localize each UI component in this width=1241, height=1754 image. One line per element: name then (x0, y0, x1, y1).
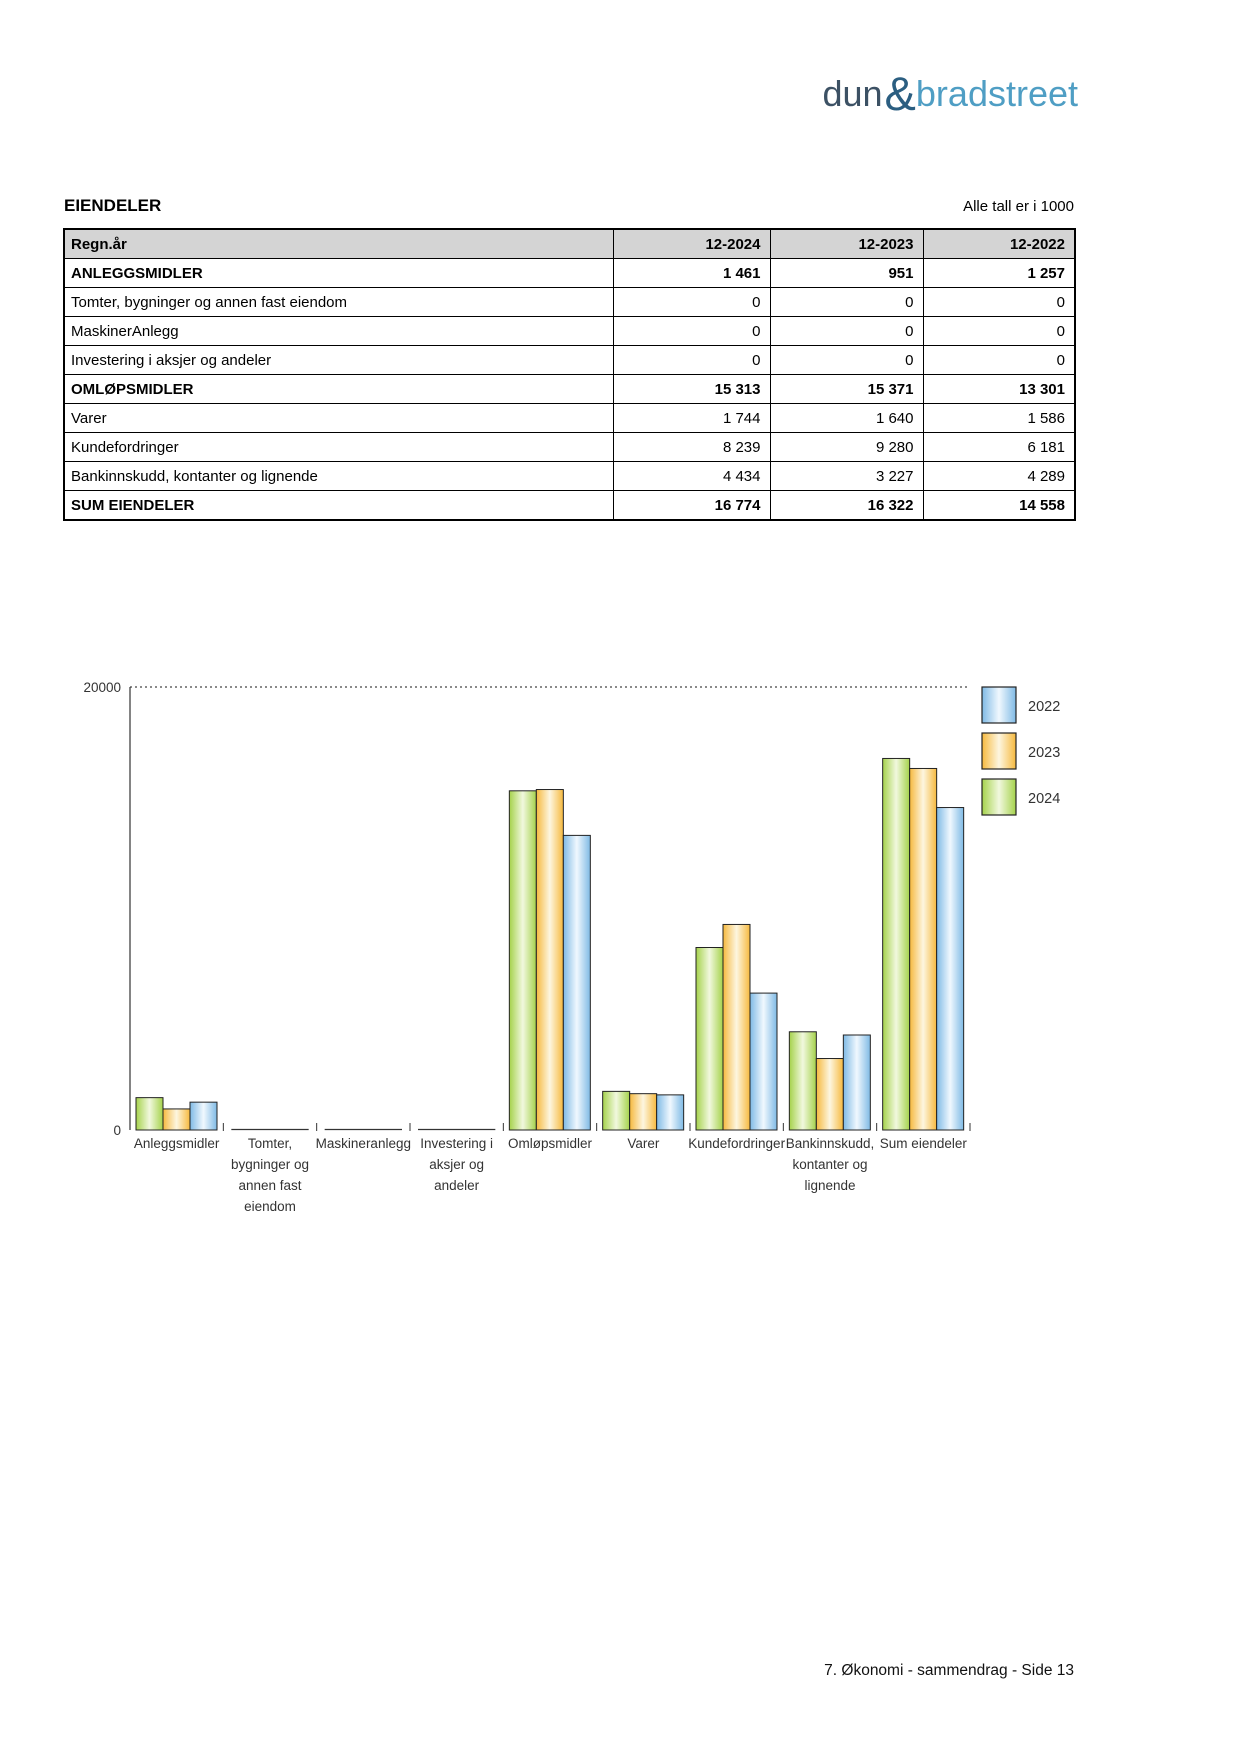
footer-text: 7. Økonomi - sammendrag - Side 13 (824, 1662, 1074, 1679)
row-label: MaskinerAnlegg (64, 317, 613, 346)
units-note: Alle tall er i 1000 (963, 198, 1074, 215)
category-label: Omløpsmidler (507, 1136, 593, 1151)
cell-value: 0 (770, 346, 923, 375)
cell-value: 4 434 (613, 462, 770, 491)
category-label: eiendom (244, 1199, 296, 1214)
column-header-12-2024: 12-2024 (613, 229, 770, 259)
y-tick-label: 0 (113, 1123, 121, 1138)
assets-bar-chart (60, 600, 1120, 1260)
row-label: ANLEGGSMIDLER (64, 259, 613, 288)
category-label: Bankinnskudd, (785, 1136, 875, 1151)
cell-value: 0 (923, 317, 1075, 346)
category-label: Varer (627, 1136, 660, 1151)
table-row (64, 404, 1075, 433)
cell-value: 14 558 (923, 491, 1075, 521)
legend-label-2022: 2022 (1028, 699, 1061, 715)
cell-value: 951 (770, 259, 923, 288)
bar-2023 (630, 1094, 657, 1130)
bar-2024 (603, 1091, 630, 1130)
legend-swatch-2024 (982, 779, 1016, 815)
legend-swatch-2022 (982, 687, 1016, 723)
cell-value: 16 322 (770, 491, 923, 521)
legend-swatch-2023 (982, 733, 1016, 769)
y-tick-label: 20000 (83, 680, 121, 695)
logo-dun: dun (822, 73, 883, 114)
cell-value: 0 (923, 288, 1075, 317)
row-label: Bankinnskudd, kontanter og lignende (64, 462, 613, 491)
legend-label-2024: 2024 (1028, 791, 1061, 807)
bar-2024 (883, 758, 910, 1130)
section-title: EIENDELER (64, 196, 162, 215)
category-label: Investering i (420, 1136, 494, 1151)
cell-value: 15 313 (613, 375, 770, 404)
assets-table-body (64, 259, 1075, 521)
bar-2022 (843, 1035, 870, 1130)
cell-value: 15 371 (770, 375, 923, 404)
cell-value: 0 (923, 346, 1075, 375)
logo-bradstreet: bradstreet (915, 73, 1078, 114)
cell-value: 1 461 (613, 259, 770, 288)
table-row (64, 288, 1075, 317)
bar-2022 (190, 1102, 217, 1130)
row-label: Kundefordringer (64, 433, 613, 462)
category-label: Kundefordringer (688, 1136, 786, 1151)
bar-2022 (563, 835, 590, 1130)
assets-table (63, 228, 1076, 521)
bar-2024 (509, 791, 536, 1130)
category-label: Sum eiendeler (879, 1136, 967, 1151)
table-row (64, 462, 1075, 491)
column-header-12-2023: 12-2023 (770, 229, 923, 259)
cell-value: 8 239 (613, 433, 770, 462)
cell-value: 0 (613, 346, 770, 375)
table-row (64, 346, 1075, 375)
category-label: annen fast (238, 1178, 302, 1193)
table-row (64, 259, 1075, 288)
table-row (64, 491, 1075, 521)
row-label: SUM EIENDELER (64, 491, 613, 521)
legend-label-2023: 2023 (1028, 745, 1061, 761)
bar-2023 (816, 1059, 843, 1130)
category-label: aksjer og (429, 1157, 485, 1172)
cell-value: 13 301 (923, 375, 1075, 404)
bar-2022 (750, 993, 777, 1130)
cell-value: 6 181 (923, 433, 1075, 462)
category-label: andeler (434, 1178, 480, 1193)
bar-2023 (910, 768, 937, 1130)
bar-2023 (163, 1109, 190, 1130)
cell-value: 0 (770, 288, 923, 317)
dun-bradstreet-logo (822, 67, 1078, 120)
bar-2024 (696, 948, 723, 1130)
row-label: Varer (64, 404, 613, 433)
table-row (64, 317, 1075, 346)
category-label: Tomter, (247, 1136, 293, 1151)
table-header-row (64, 229, 1075, 259)
row-label: Investering i aksjer og andeler (64, 346, 613, 375)
cell-value: 9 280 (770, 433, 923, 462)
category-label: kontanter og (792, 1157, 868, 1172)
column-header-12-2022: 12-2022 (923, 229, 1075, 259)
table-row (64, 433, 1075, 462)
bar-2024 (136, 1098, 163, 1130)
category-label: Anleggsmidler (133, 1136, 220, 1151)
cell-value: 0 (613, 317, 770, 346)
category-label: Maskineranlegg (315, 1136, 411, 1151)
row-label: OMLØPSMIDLER (64, 375, 613, 404)
cell-value: 1 744 (613, 404, 770, 433)
bar-2022 (657, 1095, 684, 1130)
cell-value: 16 774 (613, 491, 770, 521)
bar-2022 (937, 808, 964, 1130)
bar-2023 (723, 924, 750, 1130)
row-label: Tomter, bygninger og annen fast eiendom (64, 288, 613, 317)
logo-ampersand-icon: & (884, 67, 916, 120)
cell-value: 0 (613, 288, 770, 317)
cell-value: 1 257 (923, 259, 1075, 288)
column-header-regnaar: Regn.år (64, 229, 613, 259)
category-label: bygninger og (230, 1157, 310, 1172)
bar-2023 (536, 790, 563, 1130)
bar-2024 (789, 1032, 816, 1130)
category-label: lignende (804, 1178, 856, 1193)
cell-value: 1 586 (923, 404, 1075, 433)
cell-value: 3 227 (770, 462, 923, 491)
cell-value: 1 640 (770, 404, 923, 433)
table-row (64, 375, 1075, 404)
cell-value: 0 (770, 317, 923, 346)
cell-value: 4 289 (923, 462, 1075, 491)
